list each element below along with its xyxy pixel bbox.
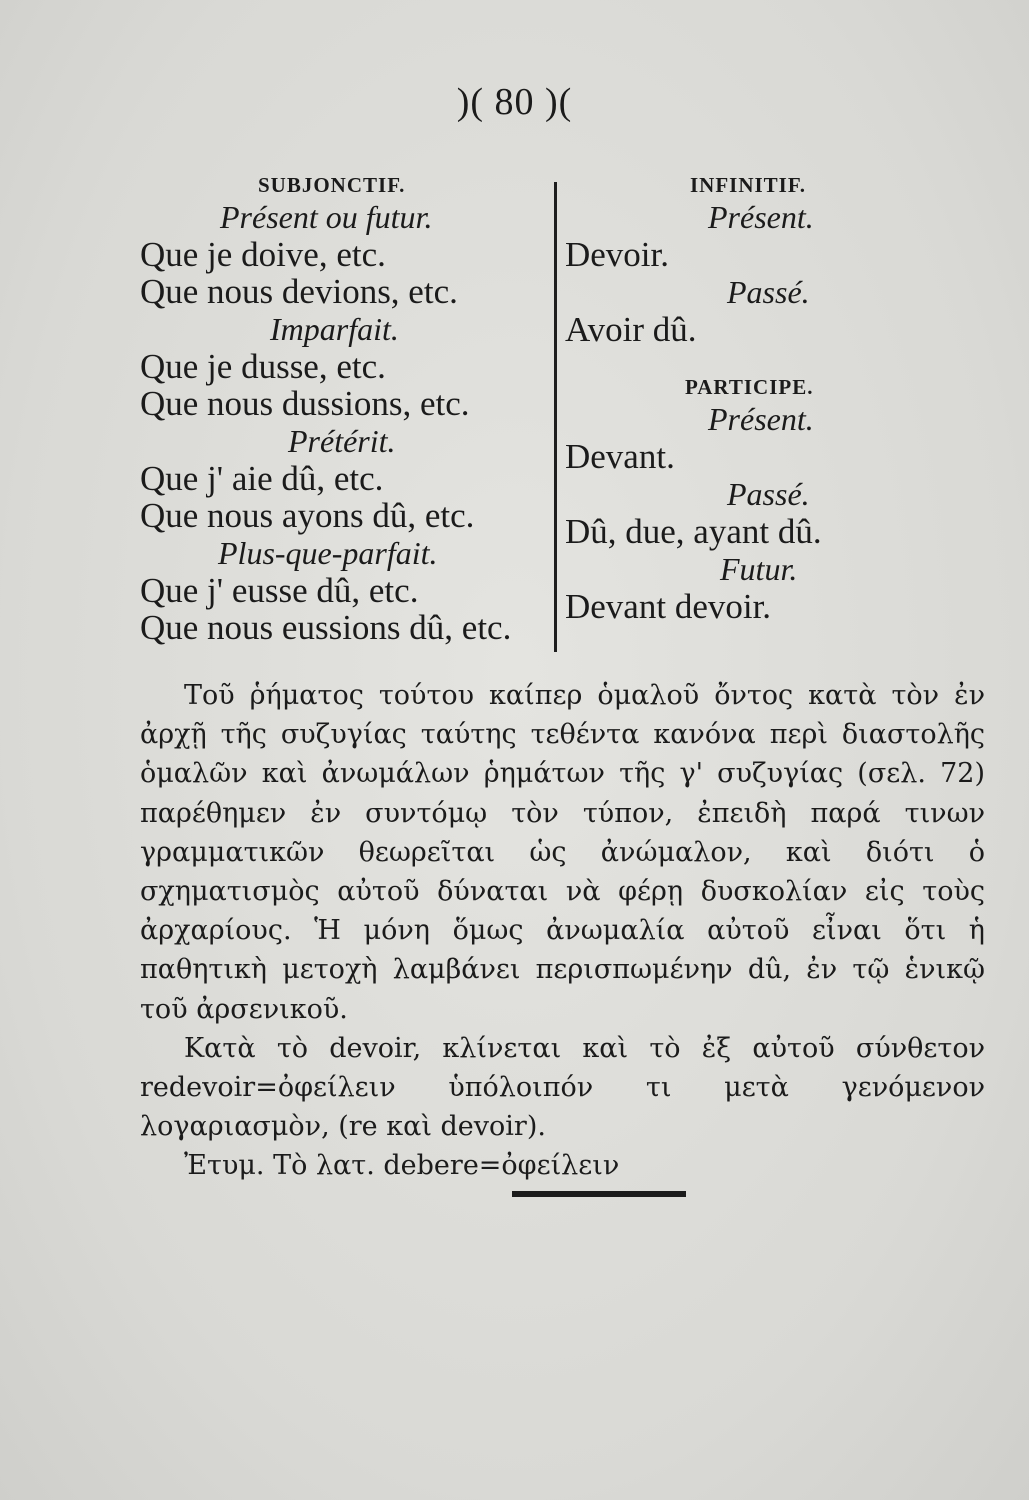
conjugation-line: Que nous dussions, etc. [140, 384, 470, 423]
infinitif-heading: INFINITIF. [690, 173, 807, 197]
tense-present-futur: Présent ou futur. [220, 199, 433, 235]
tense-preterit: Prétérit. [288, 423, 396, 459]
tense-present: Présent. [708, 199, 814, 235]
paragraph: Κατὰ τὸ devoir, κλίνεται καὶ τὸ ἐξ αὐτοῦ σύνθετον redevoir=ὀφείλειν ὑπόλοιπόν τι μετὰ γενόμενον λογαριασμὸν, (re καὶ devoir). [140, 1032, 985, 1143]
conjugation-line: Que je dusse, etc. [140, 347, 386, 386]
participe-heading: PARTICIPE. [685, 375, 814, 399]
conjugation-line: Devant. [565, 437, 675, 476]
subjonctif-heading: SUBJONCTIF. [258, 173, 406, 197]
greek-commentary [140, 676, 985, 1186]
column-divider [554, 182, 557, 652]
tense-present: Présent. [708, 401, 814, 437]
conjugation-line: Que j' aie dû, etc. [140, 459, 384, 498]
paragraph: Τοῦ ῥήματος τούτου καίπερ ὁμαλοῦ ὄντος κατὰ τὸν ἐν ἀρχῇ τῆς συζυγίας ταύτης τεθέντα κανόνα περὶ διαστολῆς ὁμαλῶν καὶ ἀνωμάλων ῥημάτων τῆς γ' συζυγίας (σελ. 72) παρέθημεν ἐν συντόμῳ τὸν τύπον, ἐπειδὴ παρά τινων γραμματικῶν θεωρεῖται ὡς ἀνώμαλον, καὶ διότι ὁ σχηματισμὸς αὐτοῦ δύναται νὰ φέρῃ δυσκολίαν εἰς τοὺς ἀρχαρίους. Ἡ μόνη ὅμως ἀνωμαλία αὐτοῦ εἶναι ὅτι ἡ παθητικὴ μετοχὴ λαμβάνει περισπωμένην dû, ἐν τῷ ἑνικῷ τοῦ ἀρσενικοῦ. [140, 680, 985, 1025]
conjugation-line: Que je doive, etc. [140, 235, 386, 274]
conjugation-line: Que nous devions, etc. [140, 272, 458, 311]
tense-plus-que-parfait: Plus-que-parfait. [218, 535, 438, 571]
page-number: )( 80 )( [456, 81, 573, 123]
spacer [565, 348, 855, 374]
paragraph: Ἐτυμ. Τὸ λατ. debere=ὀφείλειν [184, 1150, 620, 1182]
conjugation-line: Que nous ayons dû, etc. [140, 496, 475, 535]
end-rule [512, 1191, 686, 1197]
conjugation-line: Que j' eusse dû, etc. [140, 571, 419, 610]
conjugation-line: Devant devoir. [565, 587, 772, 626]
conjugation-line: Dû, due, ayant dû. [565, 512, 822, 551]
tense-passe: Passé. [727, 476, 810, 512]
tense-passe: Passé. [727, 274, 810, 310]
conjugation-line: Devoir. [565, 235, 670, 274]
infinitive-participle-column [565, 172, 855, 625]
subjunctive-column [140, 172, 550, 646]
conjugation-line: Avoir dû. [565, 310, 697, 349]
conjugation-line: Que nous eussions dû, etc. [140, 608, 512, 647]
tense-futur: Futur. [720, 551, 798, 587]
tense-imparfait: Imparfait. [270, 311, 399, 347]
